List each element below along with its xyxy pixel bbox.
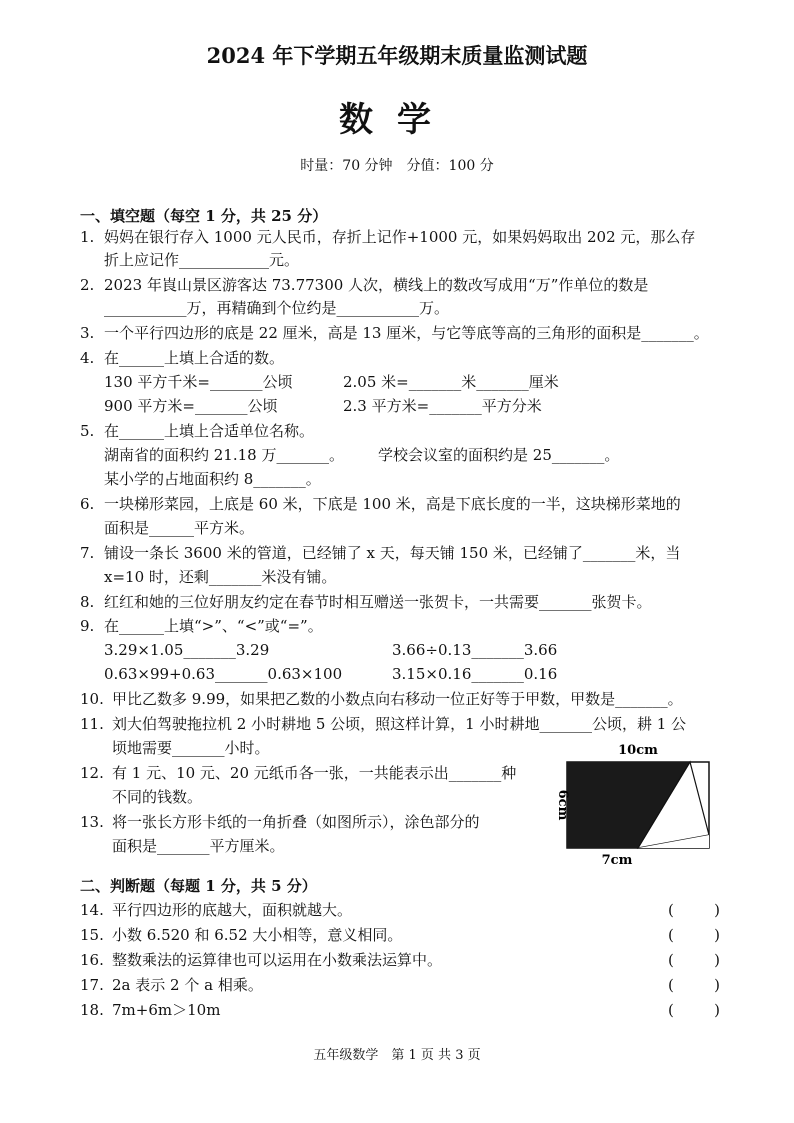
question-6-cont: 面积是______平方米。 [104,519,255,537]
question-7: 7. 铺设一条长 3600 米的管道，已经铺了 x 天，每天铺 150 米，已经铺了_______米，当 [80,544,681,562]
question-9-b: 3.66÷0.13_______3.66 [392,641,558,659]
figure-bottom-label: 7cm [601,853,633,868]
answer-box-15[interactable]: ( ) [668,926,720,944]
figure-top-label: 10cm [618,743,658,758]
question-7-cont: x=10 时，还剩_______米没有铺。 [104,568,337,586]
question-11: 11. 刘大伯驾驶拖拉机 2 小时耕地 5 公顷，照这样计算，1 小时耕地_______公顷，耕 1 公 [80,715,687,733]
question-4-d: 2.3 平方米=_______平方分米 [343,397,542,415]
section-heading-fill-in: 一、填空题（每空 1 分，共 25 分） [80,207,328,225]
question-2: 2. 2023 年崀山景区游客达 73.77300 人次，横线上的数改写成用“万”作单位的数是 [80,276,649,294]
page-footer: 五年级数学 第 1 页 共 3 页 [313,1048,481,1063]
question-1: 1. 妈妈在银行存入 1000 元人民币，存折上记作+1000 元，如果妈妈取出 202 元，那么存 [80,228,696,246]
question-3: 3. 一个平行四边形的底是 22 厘米，高是 13 厘米，与它等底等高的三角形的面积是_______。 [80,324,709,342]
question-17: 17. 2a 表示 2 个 a 相乘。 [80,976,263,994]
question-9-d: 3.15×0.16_______0.16 [392,665,558,683]
question-4: 4. 在______上填上合适的数。 [80,349,285,367]
question-6: 6. 一块梯形菜园，上底是 60 米，下底是 100 米，高是下底长度的一半，这块梯形菜地的 [80,495,681,513]
section-heading-true-false: 二、判断题（每题 1 分，共 5 分） [80,877,317,895]
question-12: 12. 有 1 元、10 元、20 元纸币各一张，一共能表示出_______种 [80,764,517,782]
question-5-c: 某小学的占地面积约 8_______。 [104,470,321,488]
question-12-cont: 不同的钱数。 [112,788,203,806]
question-5: 5. 在______上填上合适单位名称。 [80,422,315,440]
answer-box-14[interactable]: ( ) [668,901,720,919]
question-5-b: 学校会议室的面积约是 25_______。 [378,446,620,464]
folded-rectangle-figure [545,738,725,868]
question-18: 18. 7m+6m＞10m [80,1001,221,1019]
question-9-a: 3.29×1.05_______3.29 [104,641,270,659]
question-5-a: 湖南省的面积约 21.18 万_______。 [104,446,344,464]
question-16: 16. 整数乘法的运算律也可以运用在小数乘法运算中。 [80,951,443,969]
question-2-cont: ___________万，再精确到个位约是___________万。 [104,299,450,317]
question-15: 15. 小数 6.520 和 6.52 大小相等，意义相同。 [80,926,403,944]
question-10: 10. 甲比乙数多 9.99，如果把乙数的小数点向右移动一位正好等于甲数，甲数是_______。 [80,690,683,708]
question-4-c: 900 平方米=_______公顷 [104,397,278,415]
question-13: 13. 将一张长方形卡纸的一角折叠（如图所示），涂色部分的 [80,813,480,831]
answer-box-18[interactable]: ( ) [668,1001,720,1019]
question-4-a: 130 平方千米=_______公顷 [104,373,293,391]
question-1-cont: 折上应记作____________元。 [104,251,300,269]
question-8: 8. 红红和她的三位好朋友约定在春节时相互赠送一张贺卡，一共需要_______张贺卡。 [80,593,652,611]
answer-box-17[interactable]: ( ) [668,976,720,994]
exam-meta: 时量：70 分钟 分值：100 分 [300,158,494,174]
question-9: 9. 在______上填“>”、“<”或“=”。 [80,617,323,635]
question-9-c: 0.63×99+0.63_______0.63×100 [104,665,343,683]
question-13-cont: 面积是_______平方厘米。 [112,837,285,855]
question-11-cont: 顷地需要_______小时。 [112,739,270,757]
question-4-b: 2.05 米=_______米_______厘米 [343,373,559,391]
exam-title: 2024 年下学期五年级期末质量监测试题 [206,43,588,68]
figure-side-label: 6cm [555,789,570,821]
subject-title: 数学 [339,100,455,140]
answer-box-16[interactable]: ( ) [668,951,720,969]
question-14: 14. 平行四边形的底越大，面积就越大。 [80,901,353,919]
